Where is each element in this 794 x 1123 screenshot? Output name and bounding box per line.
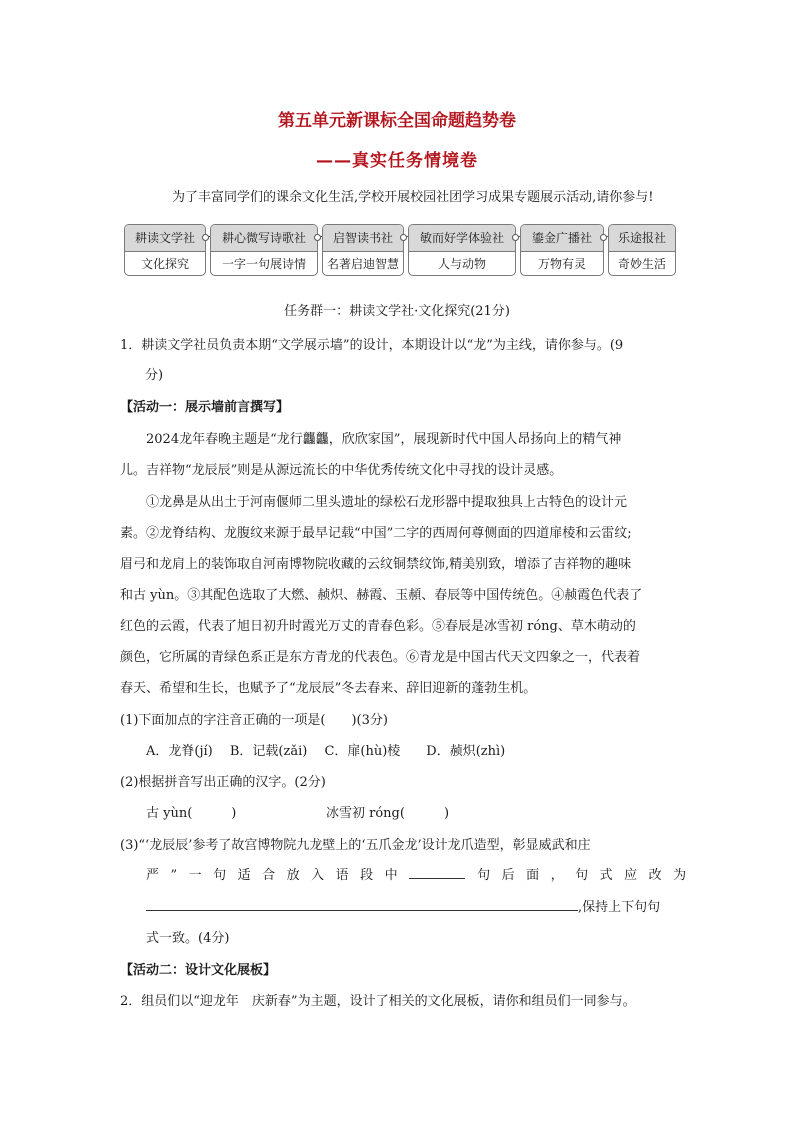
sub-question-3-cont: [146, 896, 660, 915]
club-box-1: [124, 224, 206, 276]
q1-stem-cont: 分): [145, 368, 164, 383]
q2-stem: 2．组员们以“迎龙年 庆新春”为主题，设计了相关的文化展板，请你和组员们一同参与。: [120, 994, 636, 1009]
sub-question-3: (3)“‘龙辰辰’参考了故宫博物院九龙壁上的‘五爪金龙’设计龙爪造型，彰显威武和庄: [120, 838, 591, 853]
para1-line: 儿。吉祥物“龙辰辰”则是从源远流长的中华优秀传统文化中寻找的设计灵感。: [120, 463, 563, 478]
intro-text: 为了丰富同学们的课余文化生活,学校开展校园社团学习成果专题展示活动,请你参与!: [172, 190, 654, 205]
sub-question-3-text: 句后面，句式应改为: [477, 868, 698, 883]
answer-blank[interactable]: [409, 866, 465, 879]
club-box-5: [520, 224, 604, 276]
para2-line: 眉弓和龙肩上的装饰取自河南博物院收藏的云纹铜禁纹饰,精美别致，增添了吉祥物的趣味: [120, 557, 632, 572]
club-theme: 文化探究: [140, 257, 189, 271]
club-name: 耕心微写诗歌社: [211, 225, 317, 252]
para2-line: 春天、希望和生长，也赋予了“龙辰辰”冬去春来、辞旧迎新的蓬勃生机。: [120, 681, 537, 696]
answer-options: A．龙脊(jí) B．记载(zǎi) C．扉(hù)棱 D．赪炽(zhì): [146, 744, 506, 759]
para2-line: 和古 yùn。③其配色选取了大燃、赪炽、赫霞、玉頳、春辰等中国传统色。④赪霞色代表了: [120, 588, 643, 603]
club-box-6: [608, 224, 676, 276]
club-name: 乐途报社: [609, 225, 675, 252]
pinyin-blank-1: 古 yùn( ): [146, 806, 237, 821]
club-name: 耕读文学社: [125, 225, 205, 252]
para2-line: 红色的云霞，代表了旭日初升时霞光万丈的青春色彩。⑤春辰是冰雪初 róng、草木萌动的: [120, 619, 636, 634]
para1-line: 2024龙年春晚主题是“龙行龘龘，欣欣家国”，展现新时代中国人昂扬向上的精气神: [146, 432, 622, 447]
pinyin-blank-2: 冰雪初 róng( ): [326, 806, 450, 821]
answer-blank[interactable]: [146, 898, 578, 911]
activity2-heading: 【活动二：设计文化展板】: [120, 963, 277, 978]
sub-question-3-cont: [146, 864, 698, 883]
club-theme: 人与动物: [437, 257, 486, 271]
exam-subtitle: ——真实任务情境卷: [316, 151, 478, 171]
club-name: 敏而好学体验社: [409, 225, 515, 252]
para2-line: 素。②龙脊结构、龙腹纹来源于最早记载“中国”二字的西周何尊侧面的四道扉棱和云雷纹;: [120, 526, 632, 541]
task-group-heading: 任务群一：耕读文学社·文化探究(21分): [284, 304, 510, 319]
sub-question-3-text: ,保持上下句句: [578, 900, 661, 915]
para2-line: ①龙鼻是从出土于河南偃师二里头遗址的绿松石龙形器中提取独具上古特色的设计元: [146, 495, 628, 510]
q1-stem: 1．耕读文学社员负责本期“文学展示墙”的设计，本期设计以“龙”为主线，请你参与。(9: [120, 338, 624, 353]
club-theme: 奇妙生活: [617, 257, 666, 271]
club-flowchart: [0, 224, 794, 280]
sub-question-1: (1)下面加点的字注音正确的一项是( )(3分): [120, 713, 388, 728]
activity1-heading: 【活动一：展示墙前言撰写】: [120, 400, 290, 415]
para2-line: 颜色，它所属的青绿色系正是东方青龙的代表色。⑥青龙是中国古代天文四象之一，代表着: [120, 650, 641, 665]
sub-question-3-cont: 式一致。(4分): [146, 931, 230, 946]
club-name: 启智读书社: [323, 225, 403, 252]
club-theme: 一字一句展诗情: [221, 257, 306, 271]
sub-question-2: (2)根据拼音写出正确的汉字。(2分): [120, 775, 326, 790]
club-box-4: [408, 224, 516, 276]
club-box-3: [322, 224, 404, 276]
club-name: 鎏金广播社: [521, 225, 603, 252]
sub-question-3-text: 严”一句适合放入语段中: [146, 868, 410, 883]
club-theme: 万物有灵: [537, 257, 586, 271]
exam-title: 第五单元新课标全国命题趋势卷: [278, 111, 516, 131]
club-box-2: [210, 224, 318, 276]
club-theme: 名著启迪智慧: [326, 257, 399, 271]
